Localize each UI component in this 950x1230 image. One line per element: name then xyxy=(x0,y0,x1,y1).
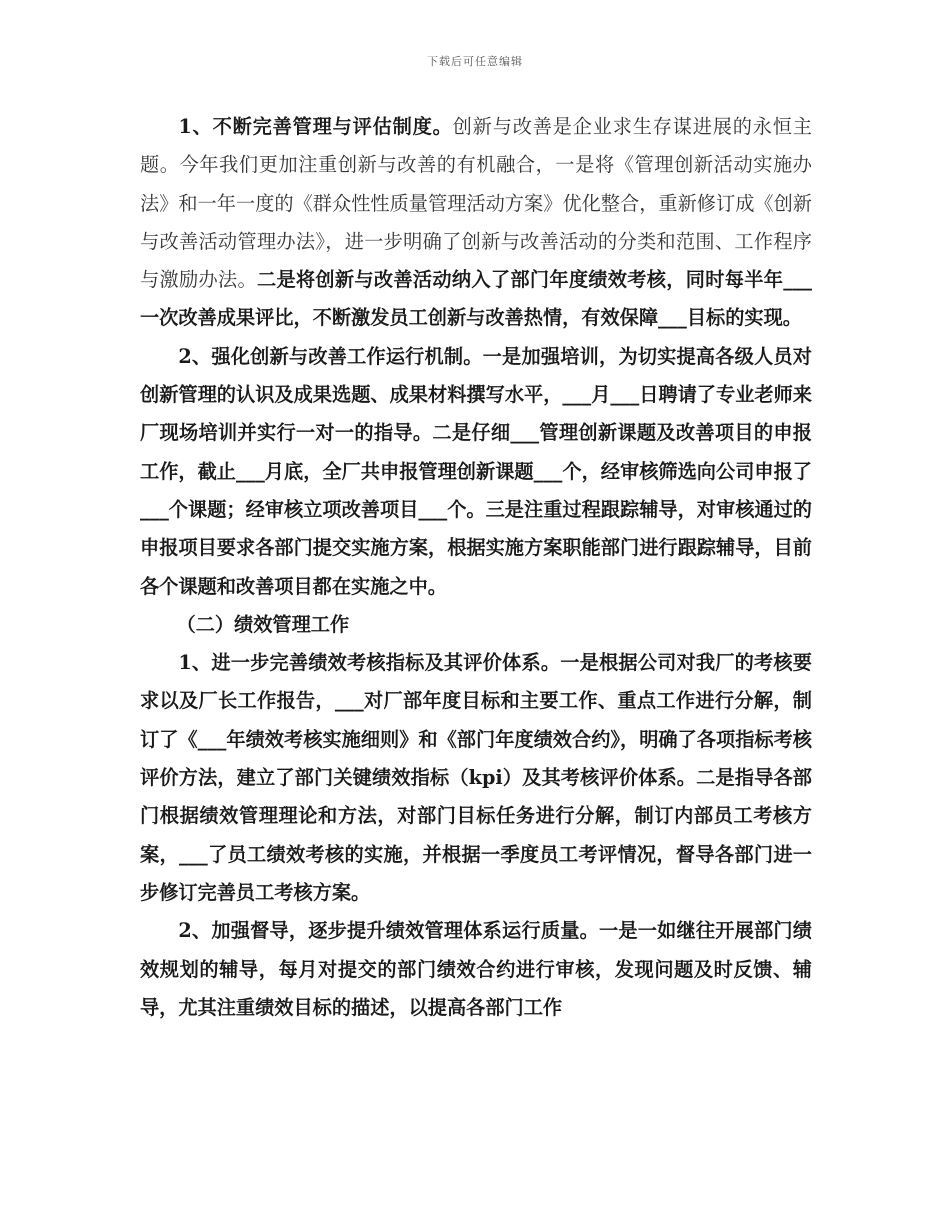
document-body xyxy=(140,108,812,1027)
paragraph-4: 2、加强督导，逐步提升绩效管理体系运行质量。一是一如继往开展部门绩效规划的辅导，每月对提交的部门绩效合约进行审核，发现问题及时反馈、辅导，尤其注重绩效目标的描述，以提高各部门工作 xyxy=(140,919,812,1019)
paragraph-1-body: 创新与改善是企业求生存谋进展的永恒主题。今年我们更加注重创新与改善的有机融合，一是将《管理创新活动实施办法》和一年一度的《群众性性质量管理活动方案》优化整合，重新修订成《创新与改善活动管理办法》，进一步明确了创新与改善活动的分类和范围、工作程序与激励办法。 xyxy=(140,115,812,292)
paragraph-1 xyxy=(140,108,812,338)
paragraph-3: 1、进一步完善绩效考核指标及其评价体系。一是根据公司对我厂的考核要求以及厂长工作报告，___对厂部年度目标和主要工作、重点工作进行分解，制订了《___年绩效考核实施细则》和《部门年度绩效合约》，明确了各项指标考核评价方法，建立了部门关键绩效指标（kpi）及其考核评价体系。二是指导各部门根据绩效管理理论和方法，对部门目标任务进行分解，制订内部员工考核方案，___了员工绩效考核的实施，并根据一季度员工考评情况，督导各部门进一步修订完善员工考核方案。 xyxy=(140,651,812,904)
section-heading-2: （二）绩效管理工作 xyxy=(176,612,350,636)
paragraph-1-tail: 二是将创新与改善活动纳入了部门年度绩效考核，同时每半年___一次改善成果评比，不断激发员工创新与改善热情，有效保障___目标的实现。 xyxy=(140,268,813,330)
page-header: 下载后可任意编辑 xyxy=(427,55,523,68)
paragraph-1-lead: 1、不断完善管理与评估制度。 xyxy=(178,115,453,138)
paragraph-2: 2、强化创新与改善工作运行机制。一是加强培训，为切实提高各级人员对创新管理的认识及成果选题、成果材料撰写水平，___月___日聘请了专业老师来厂现场培训并实行一对一的指导。二是仔细___管理创新课题及改善项目的申报工作，截止___月底，全厂共申报管理创新课题___个，经审核筛选向公司申报了___个课题；经审核立项改善项目___个。三是注重过程跟踪辅导，对审核通过的申报项目要求各部门提交实施方案，根据实施方案职能部门进行跟踪辅导，目前各个课题和改善项目都在实施之中。 xyxy=(140,344,812,598)
